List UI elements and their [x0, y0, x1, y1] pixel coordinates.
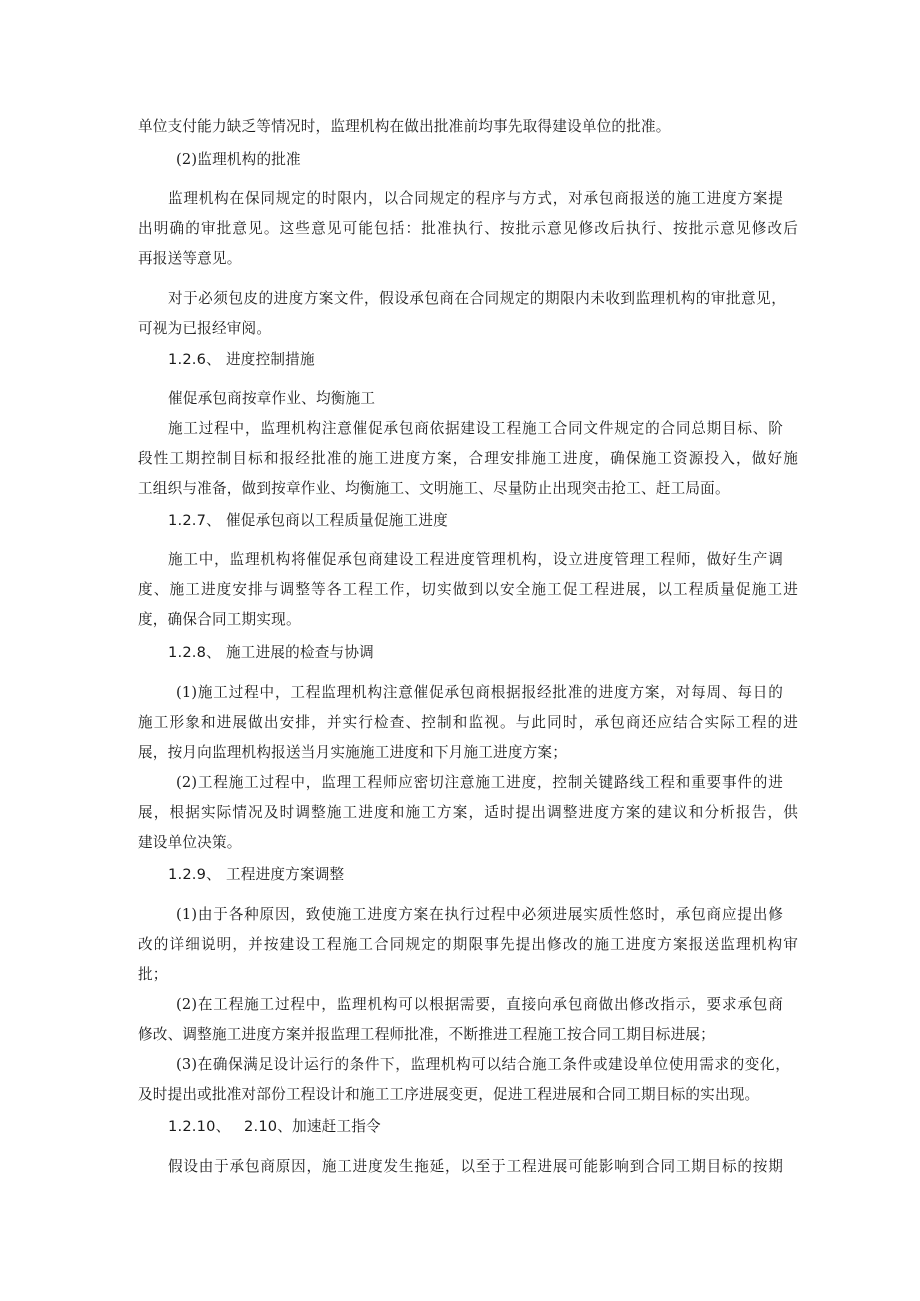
paragraph-line: 施工过程中，监理机构注意催促承包商依据建设工程施工合同文件规定的合同总期目标、阶 [168, 420, 783, 437]
paragraph-line: 度、施工进度安排与调整等各工程工作，切实做到以安全施工促工程进展，以工程质量促施工进 [138, 581, 798, 598]
section-number: 1.2.7、 [168, 512, 221, 529]
paragraph-line: 单位支付能力缺乏等情况时，监理机构在做出批准前均事先取得建设单位的批准。 [138, 118, 671, 135]
paragraph-line: 展，根据实际情况及时调整施工进度和施工方案，适时提出调整进度方案的建议和分析报告，供 [138, 804, 798, 821]
paragraph-line: 出明确的审批意见。这些意见可能包括：批准执行、按批示意见修改后执行、按批示意见修改后 [138, 220, 798, 237]
paragraph-line: 批； [138, 966, 168, 983]
section-number: 1.2.9、 [168, 866, 221, 883]
section-heading-1-2-8 [168, 643, 828, 663]
section-heading-1-2-10 [168, 1117, 828, 1137]
section-title: 催促承包商以工程质量促施工进度 [226, 512, 448, 529]
paragraph-line: 监理机构在保同规定的时限内，以合同规定的程序与方式，对承包商报送的施工进度方案提 [168, 190, 783, 207]
paragraph-line: 施工形象和进展做出安排，并实行检查、控制和监视。与此同时，承包商还应结合实际工程的进 [138, 714, 798, 731]
paragraph-line: 及时提出或批准对部份工程设计和施工工序进展变更，促进工程进展和合同工期目标的实出现。 [138, 1086, 760, 1103]
section-heading-1-2-9 [168, 865, 828, 885]
section-title: 2.10、加速赶工指令 [244, 1118, 381, 1135]
section-number: 1.2.8、 [168, 644, 221, 661]
paragraph-line: (1)由于各种原因，致使施工进度方案在执行过程中必须进展实质性悠时，承包商应提出修 [176, 906, 783, 923]
paragraph-line: 对于必须包皮的进度方案文件，假设承包商在合同规定的期限内未收到监理机构的审批意见， [168, 290, 786, 307]
section-number: 1.2.6、 [168, 351, 221, 368]
paragraph-line: 改的详细说明，并按建设工程施工合同规定的期限事先提出修改的施工进度方案报送监理机构审 [138, 936, 798, 953]
paragraph-line: (3)在确保满足设计运行的条件下，监理机构可以结合施工条件或建设单位使用需求的变化， [176, 1056, 790, 1073]
paragraph-line: (2)在工程施工过程中，监理机构可以根据需要，直接向承包商做出修改指示，要求承包商 [176, 996, 783, 1013]
paragraph-line: 可视为已报经审阅。 [138, 320, 272, 337]
section-title: 进度控制措施 [226, 351, 315, 368]
paragraph-line: 建设单位决策。 [138, 834, 242, 851]
paragraph-line: 度，确保合同工期实现。 [138, 611, 301, 628]
section-heading-1-2-7 [168, 511, 828, 531]
paragraph-line: 工组织与准备，做到按章作业、均衡施工、文明施工、尽量防止出现突击抢工、赶工局面。 [138, 480, 730, 497]
paragraph-line: 段性工期控制目标和报经批准的施工进度方案，合理安排施工进度，确保施工资源投入，做好施 [138, 450, 798, 467]
section-title: 工程进度方案调整 [226, 866, 345, 883]
paragraph-line: 催促承包商按章作业、均衡施工 [168, 390, 376, 407]
paragraph-line: 假设由于承包商原因，施工进度发生拖延，以至于工程进展可能影响到合同工期目标的按期 [168, 1158, 783, 1175]
paragraph-line: 施工中，监理机构将催促承包商建设工程进度管理机构，设立进度管理工程师，做好生产调 [168, 551, 783, 568]
paragraph-line: 展，按月向监理机构报送当月实施施工进度和下月施工进度方案； [138, 744, 568, 761]
section-number: 1.2.10、 [168, 1118, 231, 1135]
paragraph-line: 修改、调整施工进度方案并报监理工程师批准，不断推进工程施工按合同工期目标进展； [138, 1026, 715, 1043]
section-title: 施工进展的检查与协调 [226, 644, 374, 661]
section-heading-1-2-6 [168, 350, 828, 370]
paragraph-line: (2)工程施工过程中，监理工程师应密切注意施工进度，控制关键路线工程和重要事件的进 [176, 774, 783, 791]
subheading-approval: (2)监理机构的批准 [176, 151, 301, 168]
paragraph-line: 再报送等意见。 [138, 250, 242, 267]
paragraph-line: (1)施工过程中，工程监理机构注意催促承包商根据报经批准的进度方案，对每周、每日的 [176, 684, 783, 701]
